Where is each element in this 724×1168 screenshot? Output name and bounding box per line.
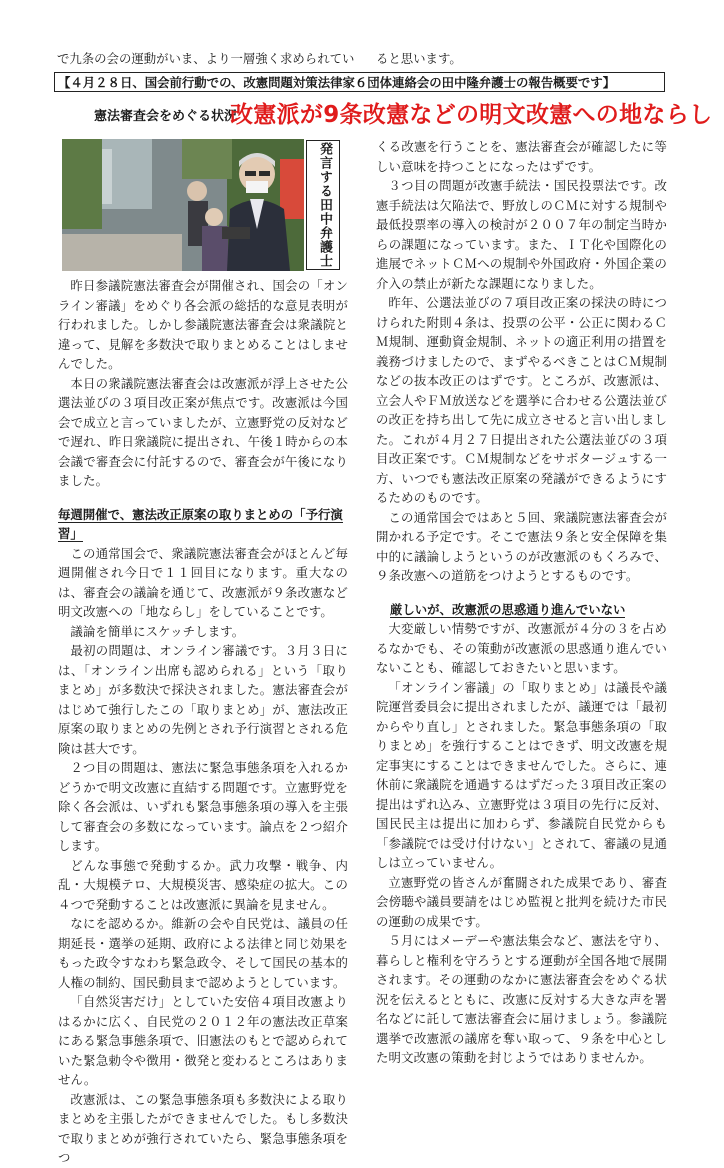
paragraph: 議論を簡単にスケッチします。 <box>70 623 245 639</box>
paragraph: どんな事態で発動するか。武力攻撃・戦争、内乱・大規模テロ、大規模災害、感染症の拡大。この４つで発動することは改憲派に異論を見ません。 <box>58 857 348 912</box>
paragraph: 「自然災害だけ」としていた安倍４項目改憲よりはるかに広く、自民党の２０１２年の憲法改正草案にある緊急事態条項で、旧憲法のもとで認められていた緊急勅令や徴用・徴発と変わるところはありません。 <box>58 994 348 1087</box>
main-headline: 改憲派が9条改憲などの明文改憲への地ならし <box>230 102 713 128</box>
report-banner: 【４月２８日、国会前行動での、改憲問題対策法律家６団体連絡会の田中隆弁護士の報告概要です】 <box>54 72 665 92</box>
paragraph: 本日の衆議院憲法審査会は改憲派が浮上させた公選法並びの３項目改正案が焦点です。改憲派は今国会で成立と言っていましたが、立憲野党の反対などで遅れ、昨日衆議院に提出され、午後１時からの本会議で審査会に付託するので、審査会が午後になりました。 <box>58 375 348 488</box>
paragraph: 立憲野党の皆さんが奮闘された成果であり、審査会傍聴や議員要請をはじめ監視と批判を続けた市民の運動の成果です。 <box>376 874 667 929</box>
heading-text: 毎週開催で、憲法改正原案の取りまとめの「予行演習」 <box>58 506 343 541</box>
left-column <box>58 276 348 1168</box>
paragraph: 最初の問題は、オンライン審議です。３月３日には、「オンライン出席も認められる」という「取りまとめ」が多数決で採決されました。憲法審査会がはじめて強行したこの「取りまとめ」が、憲法改正原案の取りまとめの先例とされ予行演習とされる危険は甚大です。 <box>58 643 348 756</box>
speaker-photo <box>62 139 304 271</box>
paragraph: ５月にはメーデーや憲法集会など、憲法を守り、暮らしと権利を守ろうとする運動が全国各地で展開されます。その運動のなかに憲法審査会をめぐる状況を伝えるとともに、改憲に反対する大きな声を署名などに託して憲法審査会に届けましょう。参議院選挙で改憲派の議席を奪い取って、９条を中心とした明文改憲の策動を封じようではありませんか。 <box>376 933 667 1065</box>
paragraph: 「オンライン審議」の「取りまとめ」は議長や議院運営委員会に提出されましたが、議運では「最初からやり直し」とされました。緊急事態条項の「取りまとめ」を強行することはできず、明文改憲を規定事実にすることはできませんでした。さらに、連休前に衆議院を通過するはずだった３項目改正案の提出はずれ込み、立憲野党は３項目の先行に反対、国民民主は提出に加わらず、参議院自民党からも「参議院では受け付けない」とされて、審議の見通しは立っていません。 <box>376 679 667 870</box>
paragraph: 昨年、公選法並びの７項目改正案の採決の時につけられた附則４条は、投票の公平・公正に関わるＣＭ規制、運動資金規制、ネットの適正利用の措置を義務づけましたので、まずやるべきことはＣＭ規制などの抜本改正のはずです。ところが、改憲派は、立会人やＦＭ放送などを選挙に合わせる公選法並びの改正を持ち出して先に成立させると言い出しました。これが４月２７日提出された公選法並びの３項目改正案です。ＣＭ規制などをサボタージュする一方、いつでも憲法改正原案の発議ができるようにするためのものです。 <box>376 295 667 505</box>
carryover-text-left: で九条の会の運動がいま、より一層強く求められてい <box>57 51 355 66</box>
section-heading <box>58 505 348 544</box>
paragraph: なにを認めるか。維新の会や自民党は、議員の任期延長・選挙の延期、政府による法律と同じ効果をもった政令すなわち緊急政令、そして国民の基本的人権の制約、国民動員まで認めようとしています。 <box>58 916 348 990</box>
heading-text: 厳しいが、改憲派の思惑通り進んでいない <box>390 601 626 617</box>
paragraph: この通常国会で、衆議院憲法審査会がほとんど毎週開催され今日で１１回目になります。重大なのは、審査会の議論を通じて、改憲派が９条改憲など明文改憲への「地ならし」をしていることです。 <box>58 545 348 619</box>
paragraph: 大変厳しい情勢ですが、改憲派が４分の３を占めるなかでも、その策動が改憲派の思惑通り進んでいないことも、確認しておきたいと思います。 <box>376 621 667 675</box>
paragraph: この通常国会ではあと５回、衆議院憲法審査会が開かれる予定です。そこで憲法９条と安全保障を集中的に議論しようというのが改憲派のもくろみで、９条改憲への道筋をつけようとするものです。 <box>376 509 667 583</box>
carryover-text-right: ると思います。 <box>376 51 462 66</box>
paragraph: ３つ目の問題が改憲手続法・国民投票法です。改憲手続法は欠陥法で、野放しのＣＭに対する規制や最低投票率の導入の検討が２００７年の制定当時からの課題になっています。また、ＩＴ化や国際化の進展でネットＣＭへの規制や外国政府・外国企業の介入の禁止が新たな課題になりました。 <box>376 178 667 291</box>
section-heading <box>376 600 667 620</box>
section-subheading: 憲法審査会をめぐる状況 <box>94 109 238 124</box>
paragraph: ２つ目の問題は、憲法に緊急事態条項を入れるかどうかで明文改憲に直結する問題です。立憲野党を除く各会派は、いずれも緊急事態条項の導入を主張して審査会の多数になっています。論点を２つ紹介します。 <box>58 760 348 853</box>
photo-caption: 発言する田中弁護士 <box>306 140 340 270</box>
paragraph: 昨日参議院憲法審査会が開催され、国会の「オンライン審議」をめぐり各会派の総括的な意見表明が行われました。しかし参議院憲法審査会は衆議院と違って、見解を多数決で取りまとめることはしませんでした。 <box>58 278 348 371</box>
right-column <box>376 137 667 1068</box>
paragraph: くる改憲を行うことを、憲法審査会が確認したに等しい意味を持つことになったはずです。 <box>376 139 667 174</box>
paragraph: 改憲派は、この緊急事態条項も多数決による取りまとめを主張したができませんでした。もし多数決で取りまとめが強行されていたら、緊急事態条項をつ <box>58 1091 348 1165</box>
